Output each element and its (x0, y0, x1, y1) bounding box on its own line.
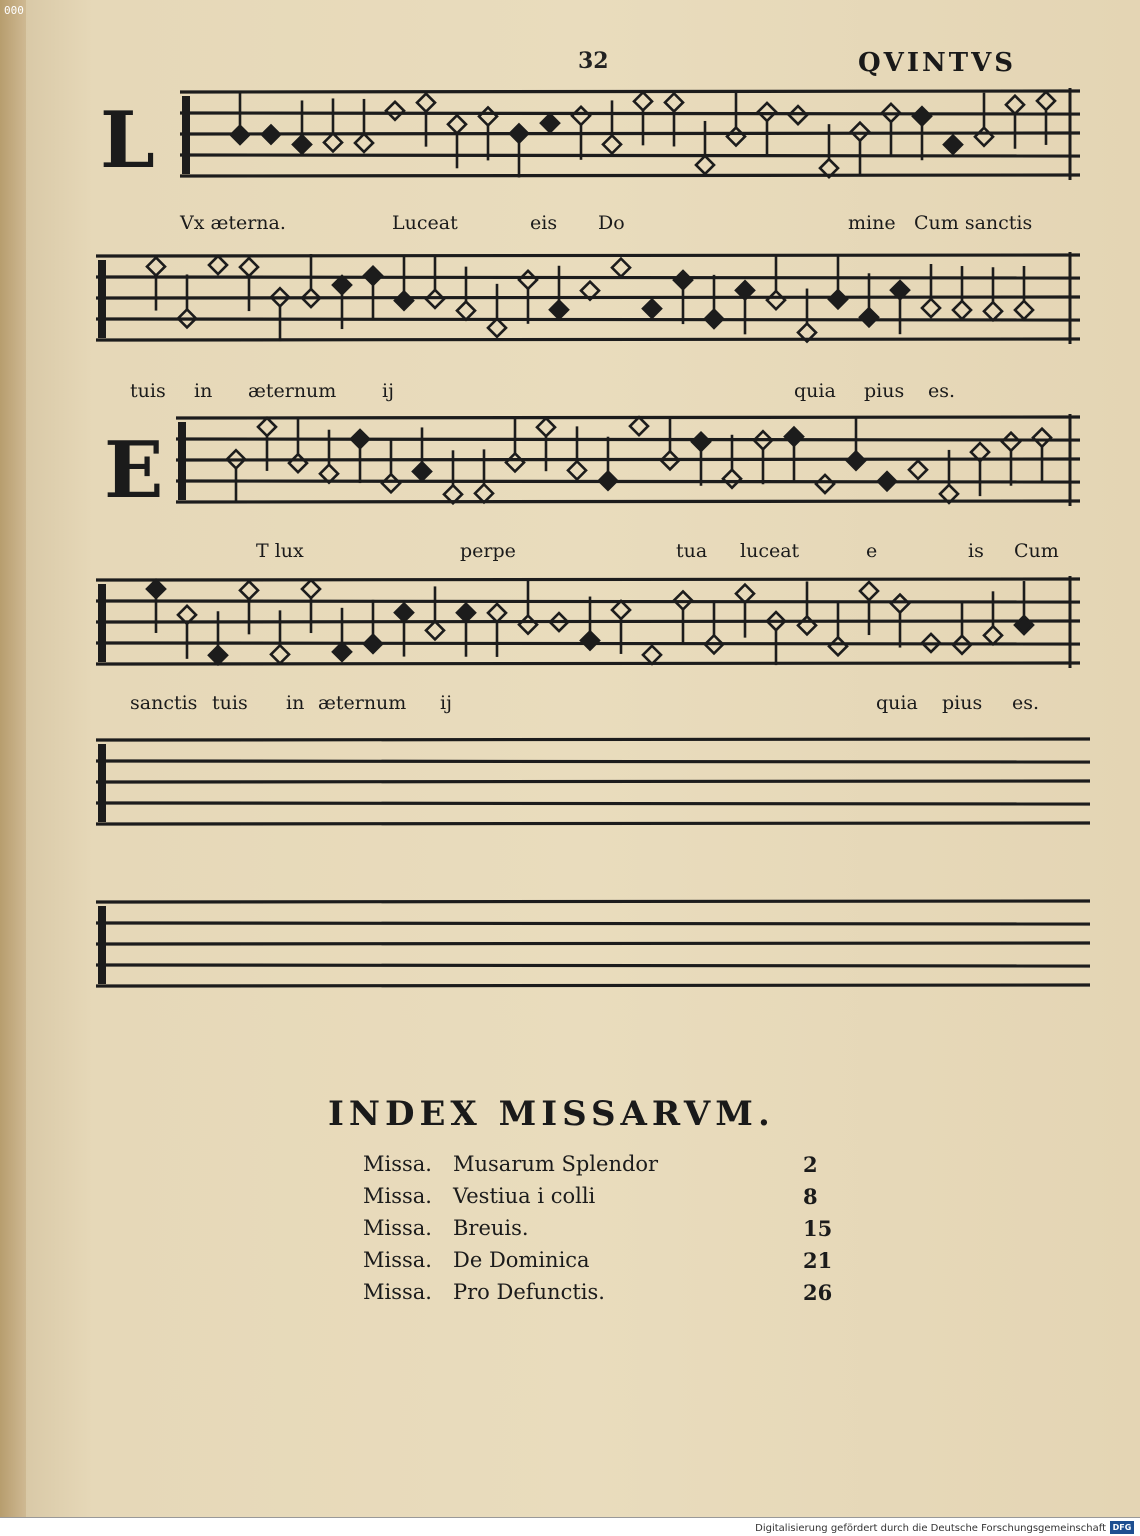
note-head (488, 604, 506, 622)
staff-line (96, 823, 1090, 824)
note-head (696, 156, 714, 174)
staff-line (96, 255, 1080, 256)
lyric-syllable: ij (440, 692, 452, 714)
note-head (289, 454, 307, 472)
note-head (847, 452, 865, 470)
lyric-syllable: Do (598, 212, 625, 234)
index-entry-title: Vestiua i colli (453, 1184, 596, 1208)
lyric-syllable: is (968, 540, 984, 562)
lyric-syllable: Cum sanctis (914, 212, 1033, 234)
note-head (665, 93, 683, 111)
note-head (984, 302, 1002, 320)
note-head (293, 135, 311, 153)
note-head (147, 580, 165, 598)
note-head (324, 133, 342, 151)
staff-line (96, 621, 1080, 622)
index-entry-label: Missa. (363, 1248, 432, 1272)
note-head (785, 428, 803, 446)
note-head (860, 308, 878, 326)
index-entry-label: Missa. (363, 1216, 432, 1240)
note-head (816, 475, 834, 493)
note-head (231, 126, 249, 144)
note-head (984, 626, 1002, 644)
note-head (537, 418, 555, 436)
note-head (944, 136, 962, 154)
note-head (581, 632, 599, 650)
funding-credit: Digitalisierung gefördert durch die Deutsche Forschungsgemeinschaft (755, 1523, 1106, 1534)
lyric-syllable: T lux (256, 540, 304, 562)
lyric-syllable: æternum (318, 692, 407, 714)
lyric-syllable: Vx æterna. (180, 212, 286, 234)
note-head (860, 582, 878, 600)
note-head (457, 604, 475, 622)
note-head (488, 319, 506, 337)
lyric-syllable: in (194, 380, 213, 402)
clef-mark (178, 422, 186, 500)
note-head (333, 643, 351, 661)
staff-line (96, 601, 1080, 602)
index-entry-title: Musarum Splendor (453, 1152, 659, 1176)
note-head (550, 301, 568, 319)
lyric-syllable: quia (876, 692, 918, 714)
staff-line (96, 901, 1090, 902)
note-head (878, 472, 896, 490)
note-head (209, 256, 227, 274)
note-head (909, 461, 927, 479)
note-head (1002, 433, 1020, 451)
note-head (634, 92, 652, 110)
staff-line (180, 175, 1080, 176)
lyric-syllable: tua (676, 540, 708, 562)
staff-line (180, 133, 1080, 134)
lyric-syllable: tuis (130, 380, 166, 402)
index-entry-page: 2 (803, 1152, 818, 1177)
note-head (426, 621, 444, 639)
note-head (798, 616, 816, 634)
note-head (572, 107, 590, 125)
note-head (541, 114, 559, 132)
clef-mark (98, 906, 106, 984)
staff-line (96, 781, 1090, 782)
staff-line (176, 459, 1080, 460)
clef-mark (182, 96, 190, 174)
clef-mark (98, 744, 106, 822)
initial-letter-e: E (104, 425, 164, 516)
note-head (448, 115, 466, 133)
note-head (1015, 301, 1033, 319)
lyric-syllable: e (866, 540, 878, 562)
note-head (953, 301, 971, 319)
note-head (240, 258, 258, 276)
note-head (519, 271, 537, 289)
note-head (1037, 92, 1055, 110)
staff-line (96, 761, 1090, 762)
note-head (258, 418, 276, 436)
lyric-syllable: ij (382, 380, 394, 402)
index-entry-page: 26 (803, 1280, 833, 1305)
note-head (1015, 616, 1033, 634)
note-head (674, 271, 692, 289)
note-head (475, 484, 493, 502)
note-head (705, 310, 723, 328)
index-entry-page: 8 (803, 1184, 818, 1209)
staff-line (180, 155, 1080, 156)
index-entry-label: Missa. (363, 1152, 432, 1176)
note-head (417, 94, 435, 112)
staff-line (96, 985, 1090, 986)
staff-line (176, 501, 1080, 502)
lyric-syllable: eis (530, 212, 558, 234)
note-head (262, 126, 280, 144)
index-title: INDEX MISSARVM. (328, 1094, 775, 1134)
staff-line (96, 579, 1080, 580)
staff-line (96, 277, 1080, 278)
staff-line (180, 113, 1080, 114)
note-head (519, 616, 537, 634)
note-head (1033, 429, 1051, 447)
note-head (386, 102, 404, 120)
staff-line (96, 339, 1080, 340)
page-number: 32 (578, 48, 609, 74)
lyric-syllable: Cum (1014, 540, 1059, 562)
note-head (479, 107, 497, 125)
note-head (736, 585, 754, 603)
note-head (302, 580, 320, 598)
note-head (758, 103, 776, 121)
note-head (727, 128, 745, 146)
note-head (603, 135, 621, 153)
note-head (767, 291, 785, 309)
note-head (351, 430, 369, 448)
note-head (209, 646, 227, 664)
note-head (922, 299, 940, 317)
lyric-syllable: Luceat (392, 212, 458, 234)
staff-line (96, 943, 1090, 944)
note-head (147, 258, 165, 276)
note-head (382, 474, 400, 492)
note-head (364, 635, 382, 653)
digitization-footer (0, 1517, 1140, 1536)
clef-mark (98, 584, 106, 662)
index-entry-label: Missa. (363, 1280, 432, 1304)
lyric-syllable: pius (864, 380, 905, 402)
staff-line (176, 417, 1080, 418)
staff-line (96, 923, 1090, 924)
staff-line (96, 663, 1080, 664)
index-entry-page: 21 (803, 1248, 833, 1273)
note-head (612, 259, 630, 277)
note-head (829, 290, 847, 308)
lyric-syllable: es. (1012, 692, 1040, 714)
lyric-syllable: pius (942, 692, 983, 714)
initial-letter-l: L (100, 95, 155, 186)
note-head (829, 637, 847, 655)
index-entry-title: De Dominica (453, 1248, 590, 1272)
lyric-syllable: quia (794, 380, 836, 402)
staff-line (96, 803, 1090, 804)
index-entry-title: Breuis. (453, 1216, 529, 1240)
staff-line (180, 91, 1080, 92)
note-head (413, 462, 431, 480)
note-head (599, 472, 617, 490)
note-head (240, 581, 258, 599)
note-head (355, 134, 373, 152)
index-entry-title: Pro Defunctis. (453, 1280, 605, 1304)
note-head (692, 433, 710, 451)
note-head (975, 128, 993, 146)
lyric-syllable: æternum (248, 380, 337, 402)
note-head (643, 646, 661, 664)
note-head (643, 300, 661, 318)
note-head (568, 461, 586, 479)
note-head (364, 267, 382, 285)
lyric-syllable: mine (848, 212, 896, 234)
staff-line (176, 439, 1080, 440)
note-head (1006, 96, 1024, 114)
lyric-syllable: tuis (212, 692, 248, 714)
note-head (630, 417, 648, 435)
note-head (612, 601, 630, 619)
lyric-syllable: es. (928, 380, 956, 402)
lyric-syllable: sanctis (130, 692, 198, 714)
note-head (506, 453, 524, 471)
lyric-syllable: perpe (460, 540, 516, 562)
image-id: 000 (4, 4, 24, 17)
note-head (395, 604, 413, 622)
note-head (457, 302, 475, 320)
staff-line (96, 319, 1080, 320)
index-entry-page: 15 (803, 1216, 833, 1241)
note-head (723, 470, 741, 488)
voice-part-heading: QVINTVS (858, 48, 1017, 78)
note-head (271, 645, 289, 663)
index-entry-label: Missa. (363, 1184, 432, 1208)
note-head (891, 595, 909, 613)
note-head (395, 292, 413, 310)
lyric-syllable: luceat (740, 540, 800, 562)
note-head (913, 107, 931, 125)
lyric-syllable: in (286, 692, 305, 714)
staff-line (176, 481, 1080, 482)
dfg-logo-icon: DFG (1110, 1521, 1134, 1534)
staff-line (96, 965, 1090, 966)
clef-mark (98, 260, 106, 338)
note-head (510, 124, 528, 142)
staff-line (96, 739, 1090, 740)
